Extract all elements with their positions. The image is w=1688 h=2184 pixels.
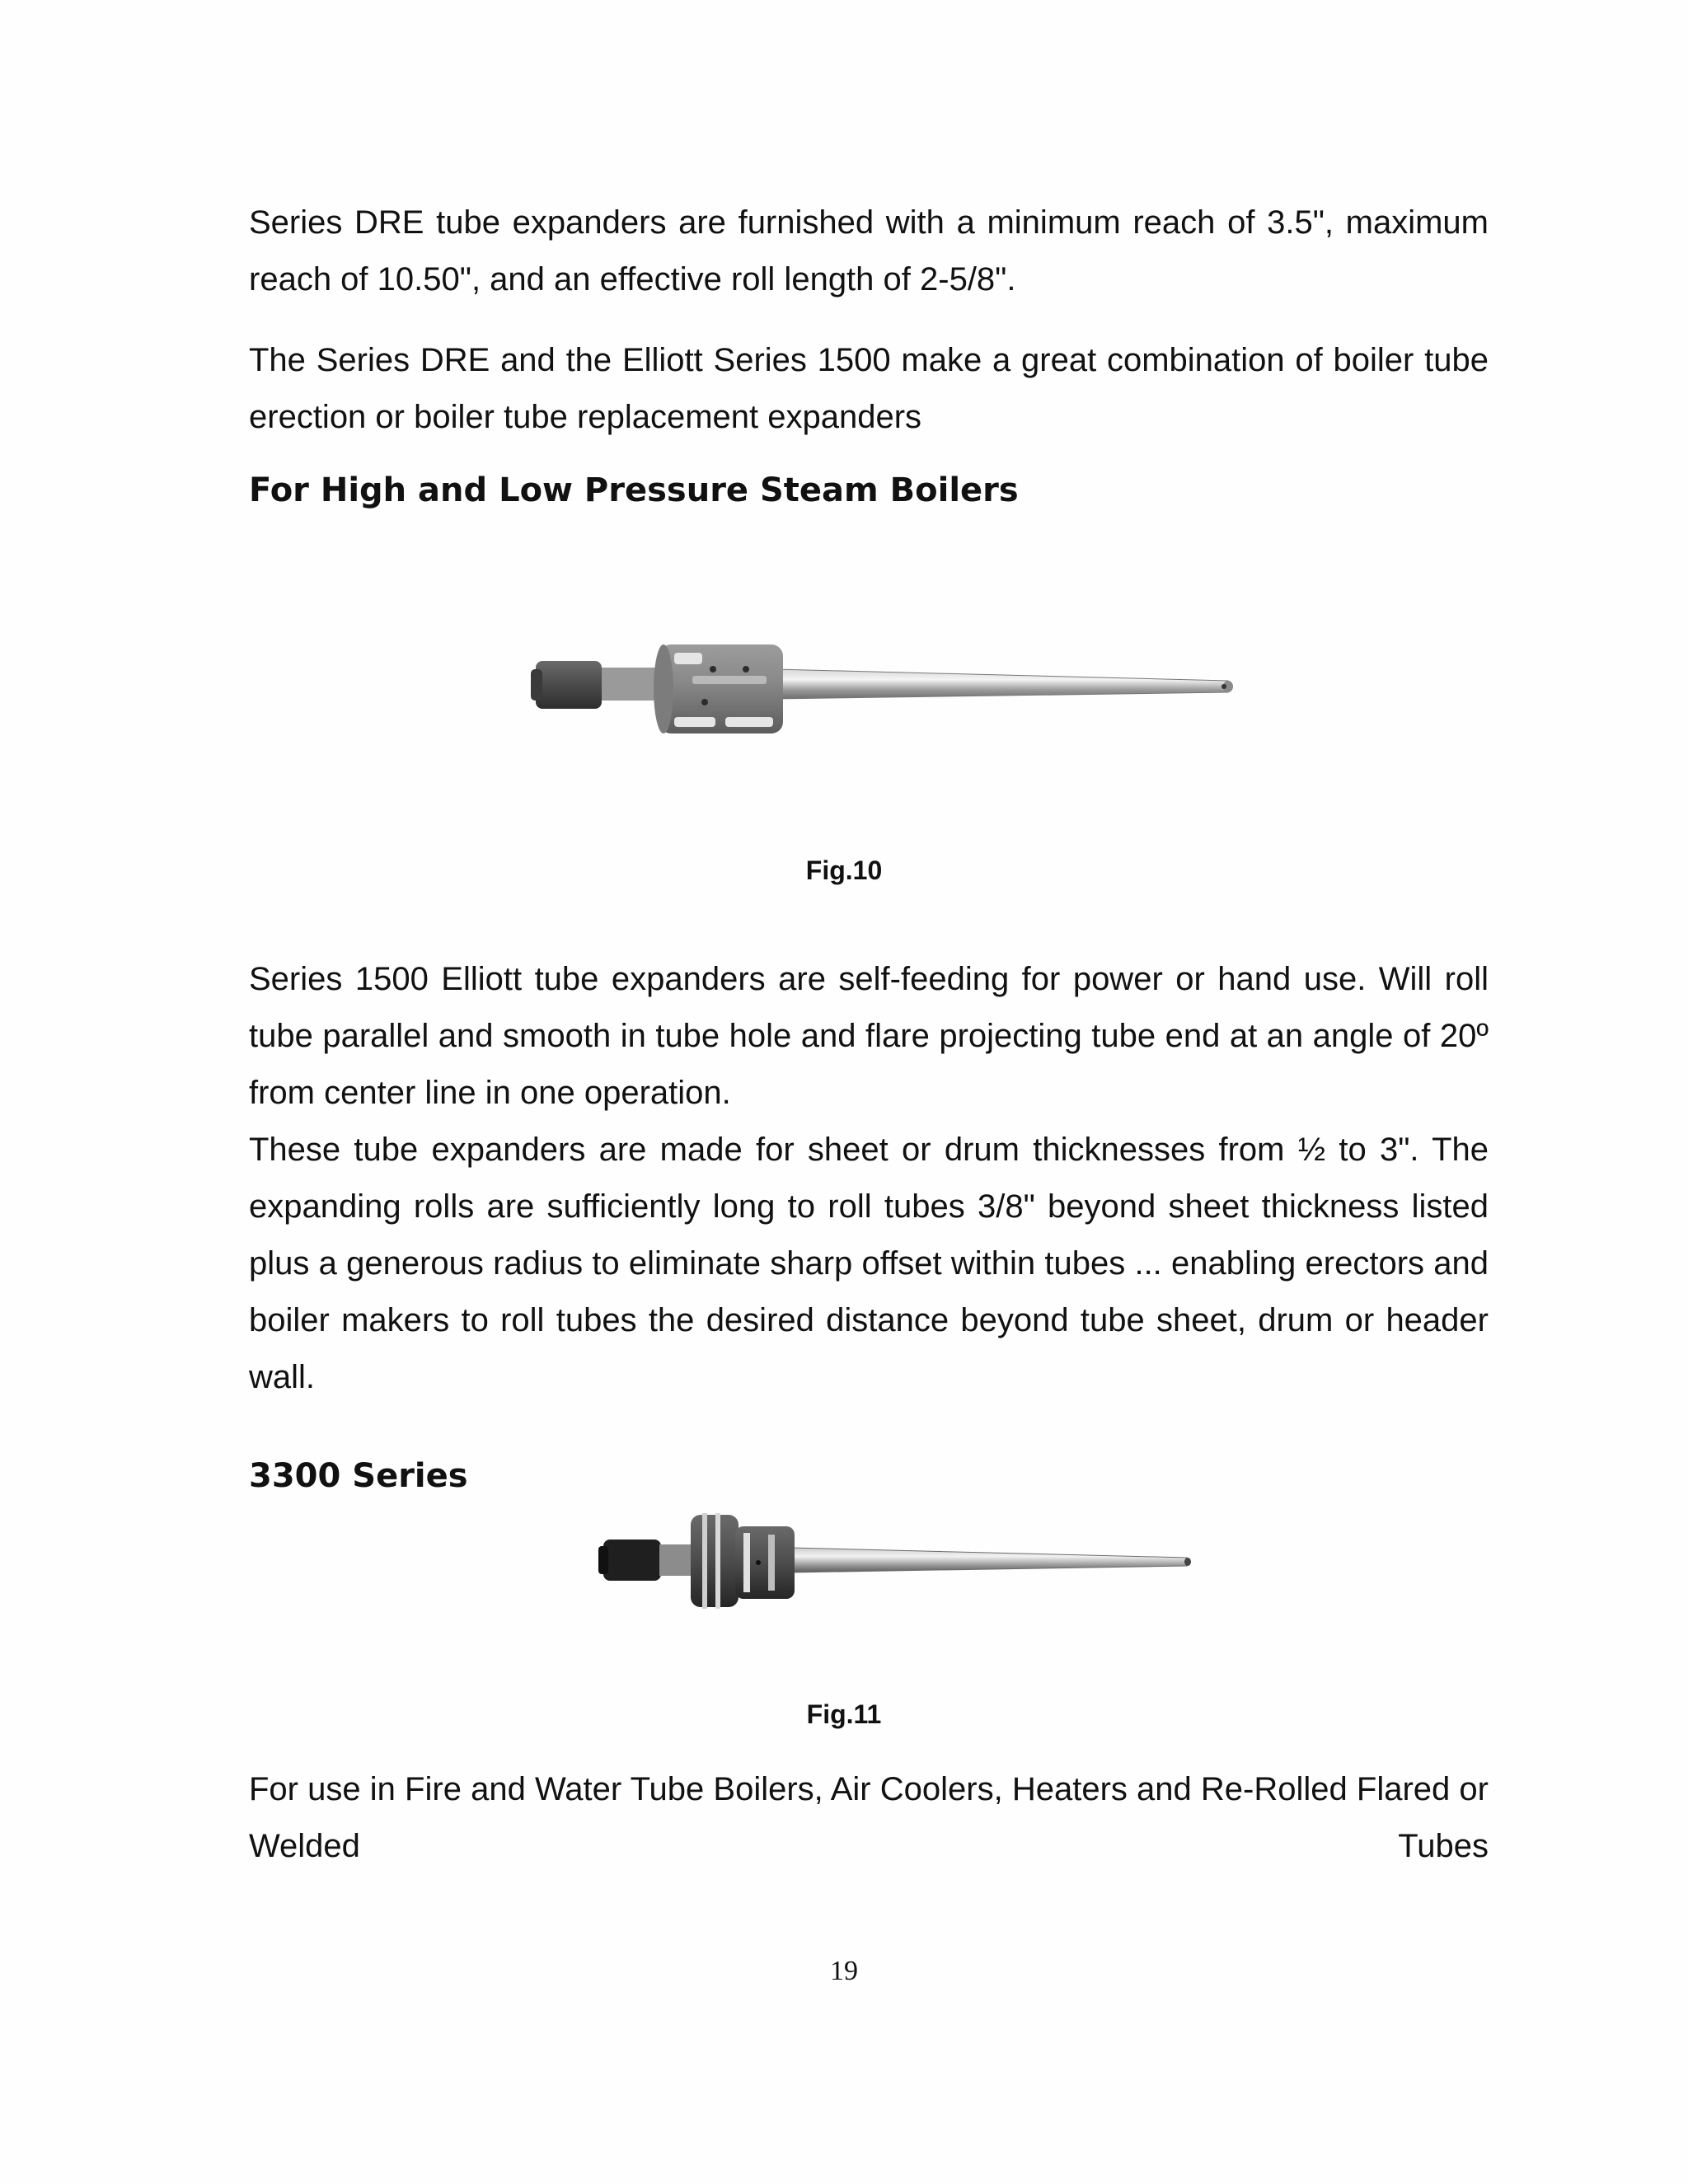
heading-steam-boilers: For High and Low Pressure Steam Boilers [249,471,1019,509]
mandrel-shaft [791,1548,1187,1572]
paragraph-usage [249,1761,1489,1875]
figure-11-tube-expander [593,1483,1203,1640]
heading-steam-boilers-wrapper [249,470,1489,511]
drive-head [536,661,602,709]
thrust-collar [691,1515,738,1607]
paragraph-series-1500 [249,951,1489,1122]
heading-3300-series: 3300 Series [249,1457,468,1495]
paragraph-thickness [249,1122,1489,1406]
paragraph-dre-combination [249,332,1489,446]
paragraph-text: Series 1500 Elliott tube expanders are self-feeding for power or hand use. Will roll tube parallel and smooth in tube hole and flare projecting tube end at an angle of 20º from center line in one operation. [249,961,1489,1111]
figure-10-tube-expander [528,593,1253,775]
paragraph-text: For use in Fire and Water Tube Boilers, Air Coolers, Heaters and Re-Rolled Flared or Welded Tubes [249,1771,1489,1864]
paragraph-text: Series DRE tube expanders are furnished with a minimum reach of 3.5", maximum reach of 10.50", and an effective roll length of 2-5/8". [249,204,1489,298]
page-number: 19 [830,1956,858,1986]
paragraph-text: The Series DRE and the Elliott Series 1500 make a great combination of boiler tube erection or boiler tube replacement expanders [249,342,1489,435]
figure-10-caption: Fig.10 [805,855,883,885]
mandrel-shaft [775,669,1228,699]
drive-head [603,1540,661,1581]
paragraph-dre-reach [249,194,1489,308]
paragraph-text: These tube expanders are made for sheet or drum thicknesses from ½ to 3". The expanding rolls are sufficiently long to roll tubes 3/8" beyond sheet thickness listed plus a generous radius to eliminate sharp offset within tubes ... enabling erectors and boiler makers to roll tubes the desired distance beyond tube sheet, drum or header wall. [249,1132,1489,1395]
figure-11-caption: Fig.11 [806,1699,882,1729]
